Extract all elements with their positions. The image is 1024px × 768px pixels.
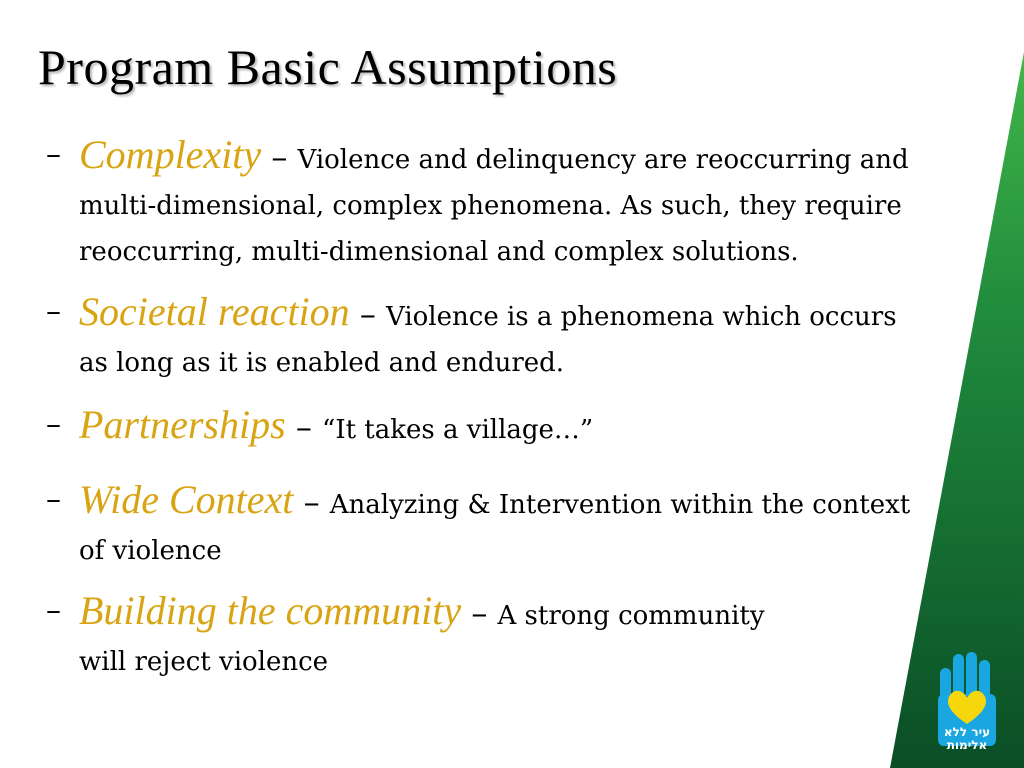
dash-marker: – [46,407,61,442]
keyword-separator: – [349,295,387,333]
assumption-description: “It takes a village…” [322,415,594,445]
assumption-description: Analyzing & Intervention within the context of violence [79,490,911,566]
dash-marker: – [46,482,61,517]
dash-marker: – [46,294,61,329]
assumption-description: Violence and delinquency are reoccurring and multi-dimensional, complex phenomena. As such, they require reoccurring, multi-dimensional and complex solutions. [79,145,909,267]
hand-heart-logo-icon [932,650,1002,762]
dash-marker: – [46,137,61,172]
keyword-separator: – [261,138,298,176]
slide-title: Program Basic Assumptions [38,39,618,95]
assumption-keyword: Building the community [79,588,462,633]
assumption-list [46,132,926,685]
keyword-separator: – [461,594,498,632]
assumption-item-partnerships [46,402,926,453]
assumption-item-wide-context [46,477,926,574]
keyword-separator: – [285,408,323,446]
logo-text-line-2: אלימות [946,738,988,752]
assumption-keyword: Societal reaction [79,289,350,334]
assumption-item-complexity [46,132,926,275]
assumption-item-building-community [46,588,819,685]
assumption-description: Violence is a phenomena which occurs as long as it is enabled and endured. [79,302,897,378]
keyword-separator: – [293,483,330,521]
assumption-keyword: Complexity [79,132,262,177]
logo-text-line-1: עיר ללא [943,725,991,739]
assumption-item-societal-reaction [46,289,926,386]
dash-marker: – [46,593,61,628]
assumption-keyword: Wide Context [79,477,294,522]
assumption-keyword: Partnerships [79,402,286,447]
assumption-description: A strong community will reject violence [79,601,765,677]
